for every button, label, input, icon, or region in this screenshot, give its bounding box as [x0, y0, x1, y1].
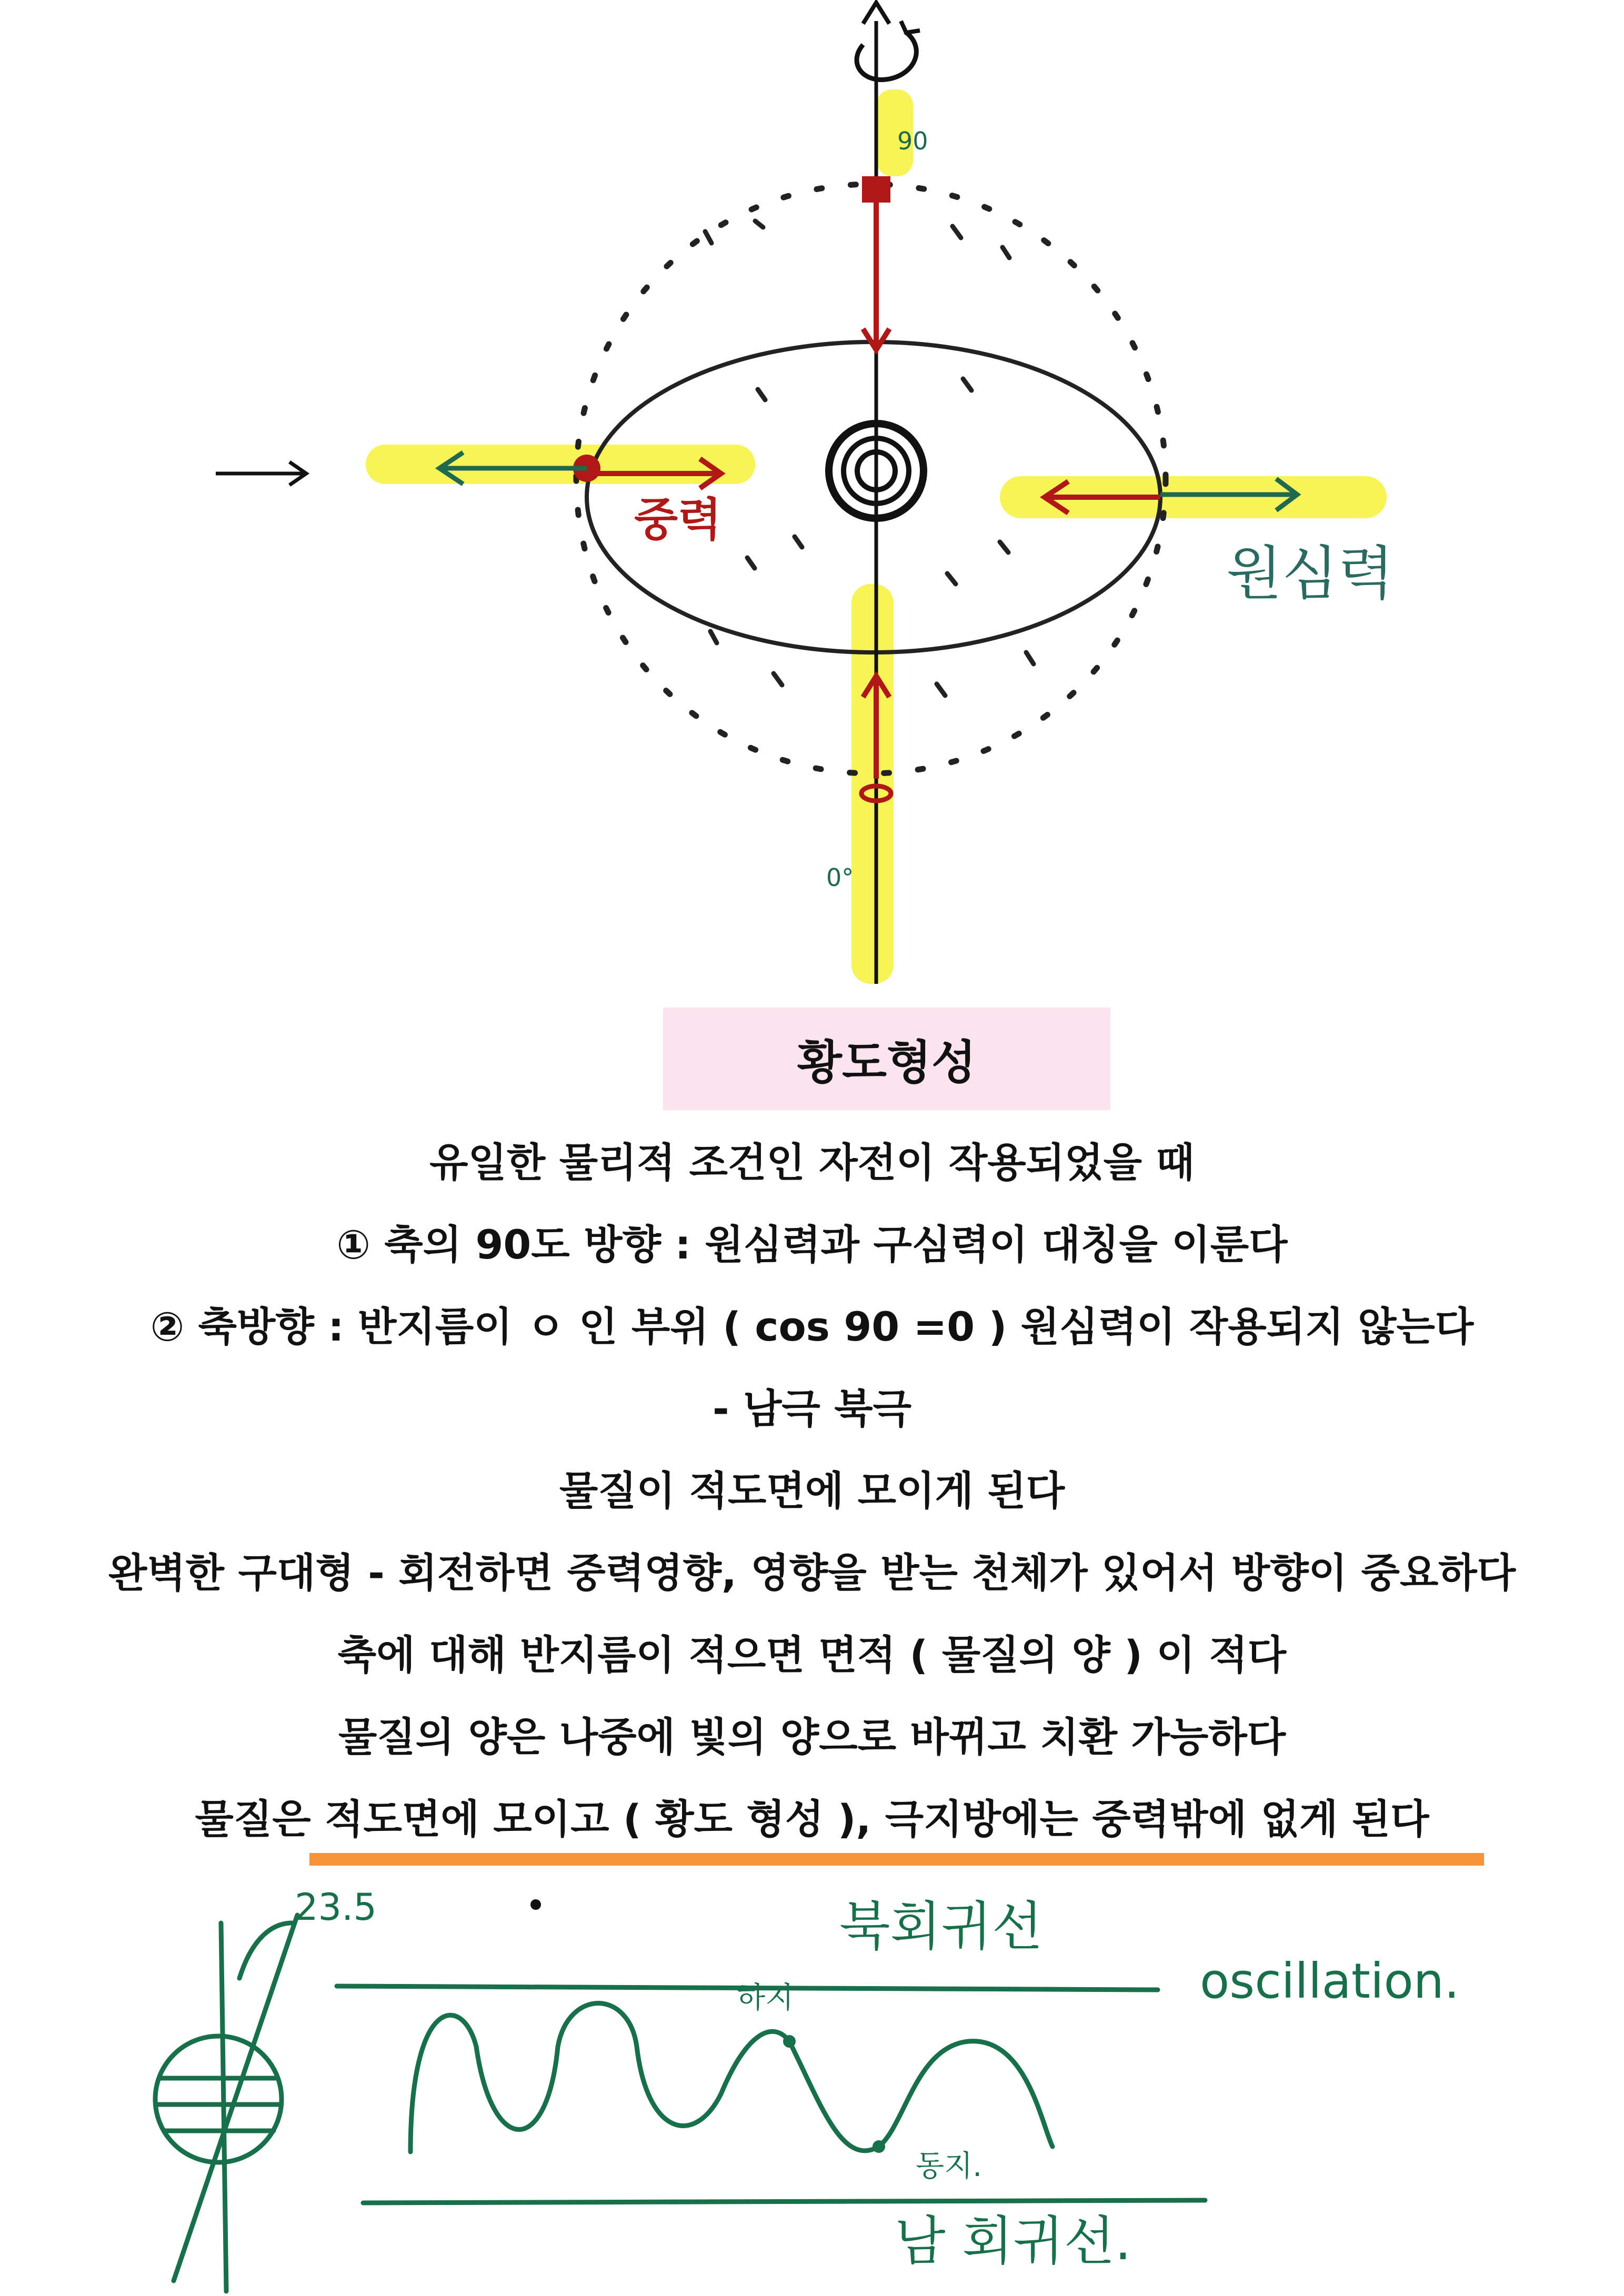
label-oscillation: oscillation.	[1200, 1953, 1460, 2009]
vertical-reference-line	[221, 1923, 226, 2291]
page-title: 황도형성	[797, 1035, 977, 1090]
text-line-9: 물질은 적도면에 모이고 ( 황도 형성 ), 극지방에는 중력밖에 없게 된다	[195, 1796, 1429, 1842]
pointer-arrow-icon	[216, 458, 310, 489]
text-line-3: ② 축방향 : 반지름이 ㅇ 인 부위 ( cos 90 =0 ) 원심력이 작용되지 않는다	[150, 1303, 1474, 1350]
text-line-7: 축에 대해 반지름이 적으면 면적 ( 물질의 양 ) 이 적다	[337, 1632, 1287, 1678]
top-mass-dot	[862, 176, 890, 203]
highlight-left	[366, 445, 755, 484]
rotation-sphere-diagram	[0, 0, 1624, 989]
text-line-6: 완벽한 구대형 - 회전하면 중력영향, 영향을 받는 천체가 있어서 방향이 중요하다	[108, 1549, 1516, 1596]
label-tropic-south: 남 회귀선.	[895, 2210, 1131, 2272]
text-line-2: ① 축의 90도 방향 : 원심력과 구심력이 대칭을 이룬다	[336, 1221, 1288, 1268]
label-tilt: 23.5	[295, 1886, 377, 1929]
text-line-4: - 남극 북극	[712, 1385, 912, 1432]
tilted-axis	[174, 1915, 297, 2281]
text-line-1: 유일한 물리적 조건인 자전이 작용되었을 때	[429, 1139, 1195, 1186]
label-gravity: 중력	[634, 494, 722, 546]
rotation-loop-icon	[857, 32, 916, 80]
title-box	[663, 1008, 1110, 1110]
tropic-south-line	[363, 2200, 1205, 2203]
rotation-loop-arrowhead	[901, 21, 920, 33]
label-0: 0°	[826, 863, 854, 892]
summer-solstice-point	[783, 2035, 796, 2048]
text-line-5: 물질이 적도면에 모이게 된다	[559, 1467, 1065, 1514]
label-centrifugal: 원심력	[1226, 540, 1394, 607]
label-tropic-north: 북회귀선	[839, 1896, 1043, 1957]
orange-underline	[309, 1853, 1484, 1866]
axis-arrowhead	[863, 3, 889, 24]
text-line-8: 물질의 양은 나중에 빛의 양으로 바뀌고 치환 가능하다	[338, 1714, 1286, 1760]
label-90: 90	[897, 127, 928, 155]
winter-solstice-point	[873, 2140, 885, 2153]
oscillation-wave	[410, 2003, 1052, 2152]
label-summer-solstice: 하지	[737, 1981, 794, 2015]
ink-dot	[530, 1899, 541, 1910]
label-winter-solstice: 동지.	[916, 2149, 982, 2183]
oscillation-sketch	[0, 1873, 1624, 2296]
